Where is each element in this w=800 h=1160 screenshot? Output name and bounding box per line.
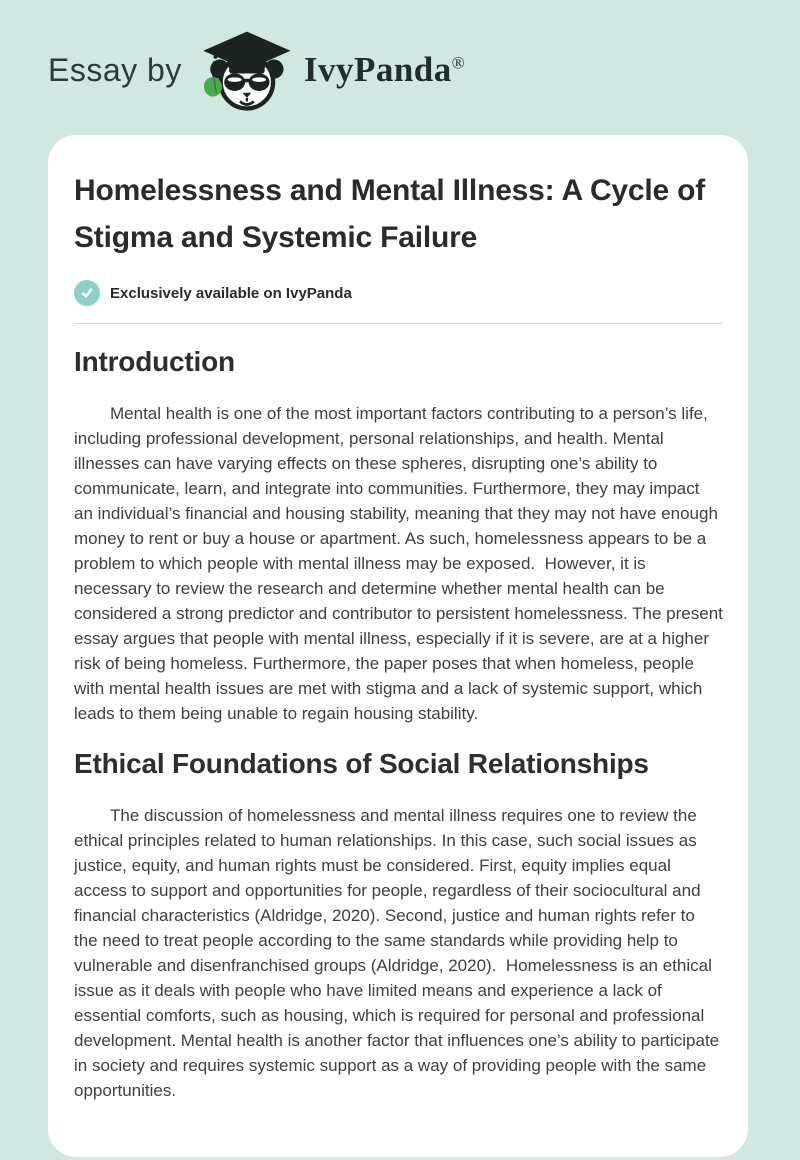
ivypanda-panda-logo-icon — [196, 26, 296, 114]
essay-card — [48, 135, 748, 1157]
section-paragraph: Mental health is one of the most important factors contributing to a person’s life, including professional development, personal relationships, and health. Mental illnesses can have varying effects on these spheres, disrupting one’s ability to communicate, learn, and integrate into communities. Furthermore, they may impact an individual’s financial and housing stability, meaning that they may not have enough money to rent or buy a house or apartment. As such, homelessness appears to be a problem to which people with mental illness may be exposed. However, it is necessary to review the research and determine whether mental health can be considered a strong predictor and contributor to persistent homelessness. The present essay argues that people with mental illness, especially if it is severe, are at a higher risk of being homeless. Furthermore, the paper poses that when homeless, people with mental health issues are met with stigma and a lack of systemic support, which leads to them being unable to regain housing stability. — [74, 404, 723, 723]
section-introduction — [74, 346, 723, 726]
essay-by-label: Essay by — [48, 51, 182, 88]
essay-title: Homelessness and Mental Illness: A Cycle of Stigma and Systemic Failure — [74, 174, 706, 254]
section-ethical-foundations — [74, 748, 723, 1103]
section-paragraph: The discussion of homelessness and mental illness requires one to review the ethical principles related to human relationships. In this case, such social issues as justice, equity, and human rights must be considered. First, equity implies equal access to support and opportunities for people, regardless of their sociocultural and financial characteristics (Aldridge, 2020). Second, justice and human rights refer to the need to treat people according to the same standards while providing help to vulnerable and disenfranchised groups (Aldridge, 2020). Homelessness is an ethical issue as it deals with people who have limited means and experience a lack of essential comforts, such as housing, which is required for personal and professional development. Mental health is another factor that influences one’s ability to participate in society and requires systemic support as a way of providing people with the same opportunities. — [74, 806, 720, 1100]
badge-label: Exclusively available on IvyPanda — [110, 284, 352, 302]
section-heading: Ethical Foundations of Social Relationships — [74, 748, 649, 779]
exclusive-badge — [74, 280, 723, 306]
divider — [74, 323, 723, 324]
site-header — [0, 0, 800, 112]
brand-name: IvyPanda® — [303, 50, 466, 89]
registered-mark: ® — [451, 53, 466, 73]
section-heading: Introduction — [74, 346, 235, 377]
check-icon — [74, 280, 100, 306]
